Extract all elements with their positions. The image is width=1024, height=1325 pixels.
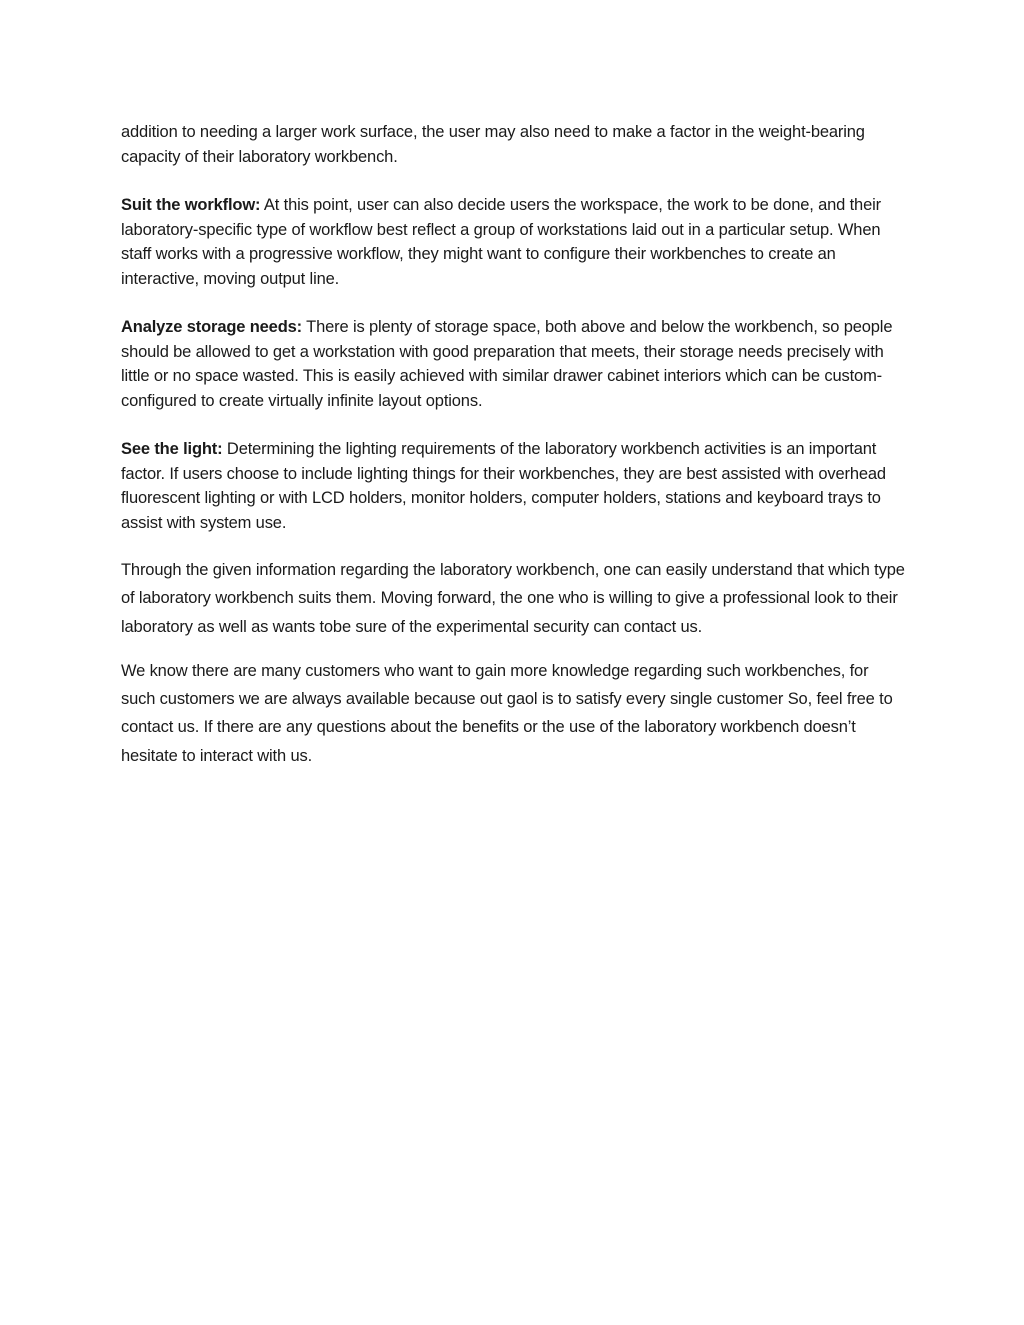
paragraph-text: Through the given information regarding the laboratory workbench, one can easily understand that which type of laboratory workbench suits them. Moving forward, the one who is willing to give a professional look to their laboratory as well as wants tobe sure of the experimental security can contact us. — [121, 561, 905, 636]
paragraph-heading: Analyze storage needs: — [121, 318, 303, 336]
paragraph-text: Determining the lighting requirements of the laboratory workbench activities is an important factor. If users choose to include lighting things for their workbenches, they are best assisted with overhead fluorescent lighting or with LCD holders, monitor holders, computer holders, stations and keyboard trays to assist with system use. — [121, 440, 886, 532]
paragraph-text: addition to needing a larger work surface, the user may also need to make a factor in the weight-bearing capacity of their laboratory workbench. — [121, 123, 865, 166]
paragraph-suit-the-workflow — [121, 193, 906, 291]
paragraph-heading: Suit the workflow: — [121, 196, 261, 214]
paragraph-conclusion — [121, 556, 906, 641]
paragraph-text: We know there are many customers who want to gain more knowledge regarding such workbenches, for such customers we are always available because out gaol is to satisfy every single customer So, feel free to contact us. If there are any questions about the benefits or the use of the laboratory workbench doesn’t hesitate to interact with us. — [121, 661, 893, 765]
paragraph-work-surface — [121, 120, 906, 169]
paragraph-text: There is plenty of storage space, both above and below the workbench, so people should be allowed to get a workstation with good preparation that meets, their storage needs precisely with little or no space wasted. This is easily achieved with similar drawer cabinet interiors which can be custom-configured to create virtually infinite layout options. — [121, 318, 893, 410]
paragraph-see-the-light — [121, 437, 906, 535]
paragraph-analyze-storage-needs — [121, 315, 906, 413]
paragraph-contact-us — [121, 657, 906, 770]
paragraph-heading: See the light: — [121, 440, 223, 458]
paragraph-text: At this point, user can also decide users the workspace, the work to be done, and their laboratory-specific type of workflow best reflect a group of workstations laid out in a particular setup. When staff works with a progressive workflow, they might want to configure their workbenches to create an interactive, moving output line. — [121, 196, 881, 288]
document-body — [121, 120, 906, 770]
